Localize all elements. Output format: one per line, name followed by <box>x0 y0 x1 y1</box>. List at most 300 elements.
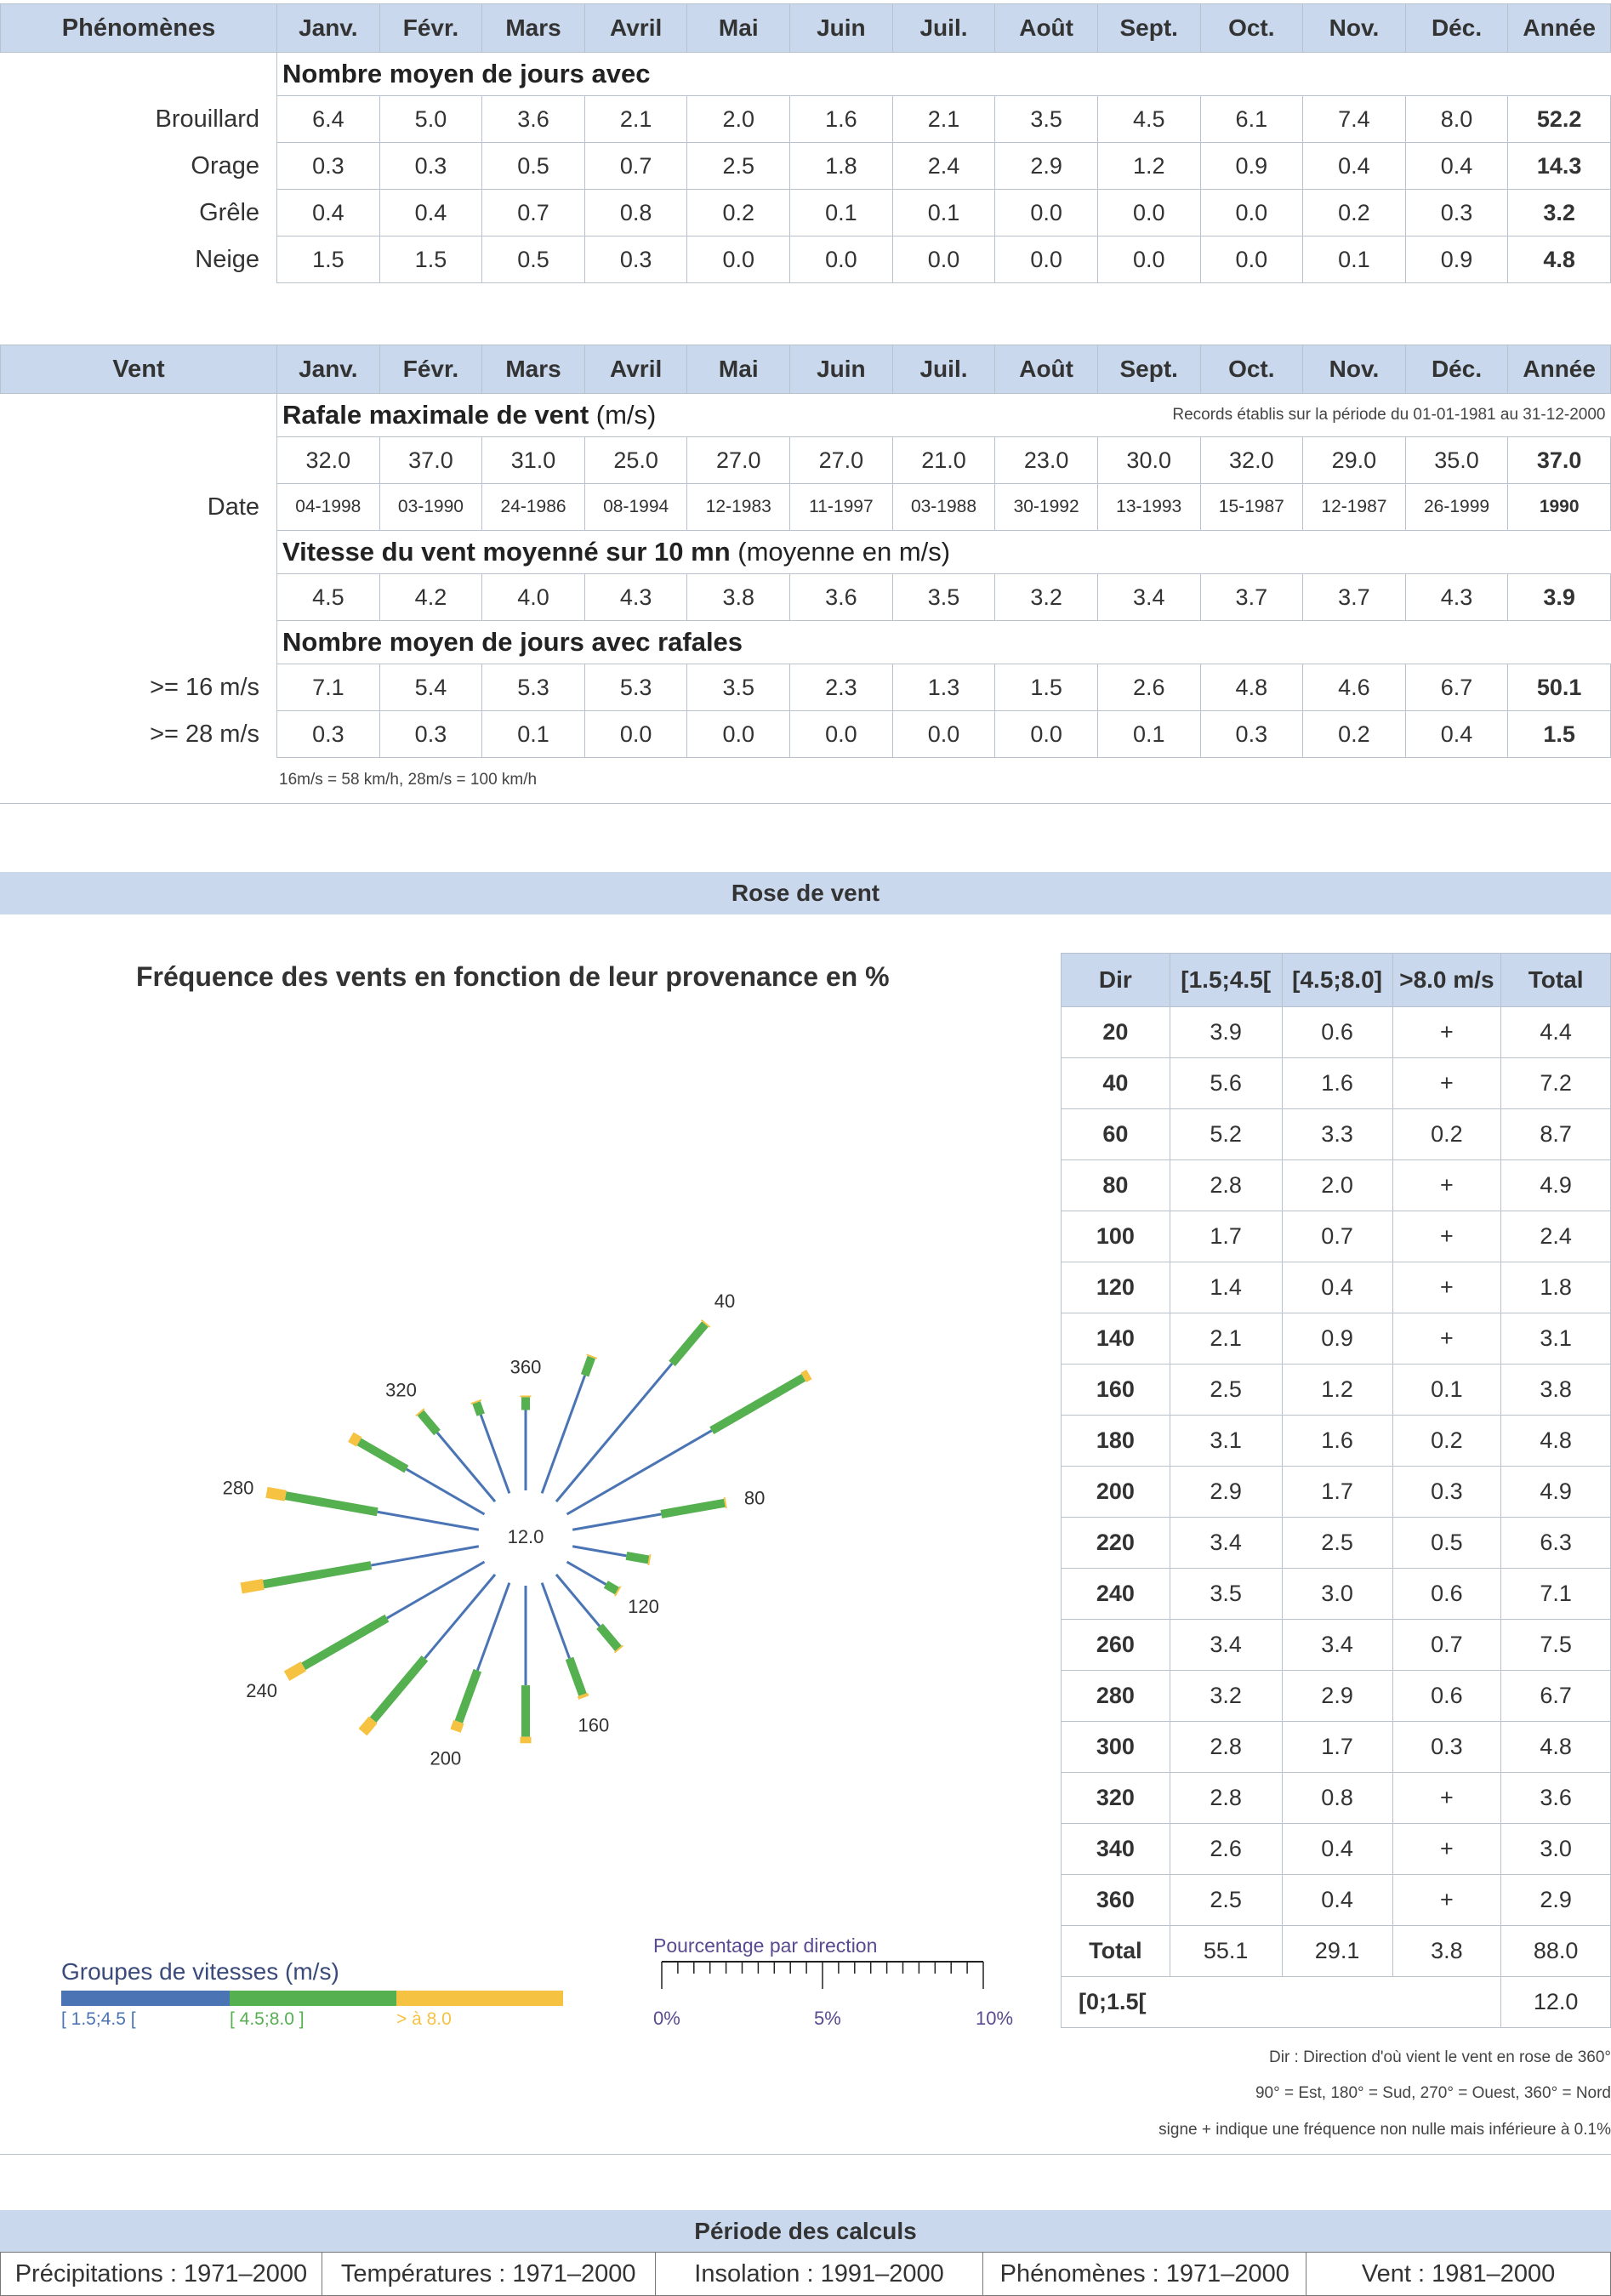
direction-value: 160 <box>1062 1364 1170 1416</box>
phenomene-value-cell: 0.4 <box>379 190 482 236</box>
phenomene-value-cell: 7.4 <box>1303 96 1406 143</box>
rafales-value-cell: 2.6 <box>1097 664 1200 711</box>
phenomene-value-cell: 1.6 <box>790 96 893 143</box>
legend-label-high: > à 8.0 <box>396 2009 452 2029</box>
frequency-value: 0.7 <box>1282 1211 1392 1262</box>
rose-segment-120-1 <box>606 1584 617 1591</box>
vitesse-value-cell: 3.8 <box>687 574 790 621</box>
rose-segment-160-1 <box>569 1658 583 1695</box>
conversion-note: 16m/s = 58 km/h, 28m/s = 100 km/h <box>279 771 538 789</box>
rafales-value-cell: 0.3 <box>379 711 482 758</box>
frequency-value: 3.0 <box>1501 1824 1611 1875</box>
rose-direction-label: 80 <box>743 1487 766 1509</box>
rafales-value-cell: 0.3 <box>277 711 380 758</box>
note-direction: Dir : Direction d'où vient le vent en rose de 360° <box>1269 2048 1611 2066</box>
vitesse-value-cell: 3.6 <box>790 574 893 621</box>
rose-segment-140-0 <box>556 1575 600 1627</box>
phenomene-value-cell: 0.0 <box>1097 190 1200 236</box>
direction-col-header: Dir <box>1062 954 1170 1007</box>
phenomene-value-cell: 0.4 <box>277 190 380 236</box>
vitesse-value-cell: 4.3 <box>1405 574 1508 621</box>
frequency-value: 2.1 <box>1170 1313 1282 1364</box>
rose-segment-20-1 <box>585 1358 592 1376</box>
rose-section-title: Rose de vent <box>0 872 1611 914</box>
phenomene-value-cell: 6.4 <box>277 96 380 143</box>
rafales-value-cell: 5.3 <box>584 664 687 711</box>
rose-segment-40-0 <box>556 1364 672 1501</box>
rose-direction-labels <box>223 1290 766 1769</box>
frequency-value: 3.4 <box>1282 1620 1392 1671</box>
vitesse-values-row <box>1 574 1611 621</box>
frequency-value: 1.7 <box>1282 1467 1392 1518</box>
rafales-row <box>1 711 1611 758</box>
rose-segment-340-1 <box>476 1403 481 1415</box>
phenomene-value-cell: 0.1 <box>790 190 893 236</box>
rafales-threshold-label: >= 16 m/s <box>150 673 260 701</box>
frequency-value: 0.1 <box>1392 1364 1501 1416</box>
phenomene-value-cell: 0.0 <box>995 190 1098 236</box>
calm-value: 12.0 <box>1501 1977 1611 2028</box>
frequency-value: 0.6 <box>1282 1007 1392 1058</box>
frequency-value: 3.9 <box>1170 1007 1282 1058</box>
direction-value: 260 <box>1062 1620 1170 1671</box>
direction-row <box>1062 1875 1611 1926</box>
month-header: Juil. <box>892 4 995 53</box>
rose-segment-340-0 <box>481 1415 509 1493</box>
month-header: Févr. <box>379 345 482 394</box>
frequency-value: 4.9 <box>1501 1467 1611 1518</box>
scale-label-10: 10% <box>976 2008 1014 2029</box>
rafale-date-cell: 03-1988 <box>892 484 995 531</box>
direction-row <box>1062 1824 1611 1875</box>
month-header: Juin <box>790 345 893 394</box>
phenomenes-table <box>0 3 1611 283</box>
direction-value: 80 <box>1062 1160 1170 1211</box>
phenomene-value-cell: 0.5 <box>482 236 585 283</box>
frequency-value: 8.7 <box>1501 1109 1611 1160</box>
chart-title: Fréquence des vents en fonction de leur provenance en % <box>136 961 890 992</box>
rose-segment-100-1 <box>626 1556 648 1560</box>
phenomene-value-cell: 0.9 <box>1200 143 1303 190</box>
phenomene-value-cell: 2.0 <box>687 96 790 143</box>
rose-segment-260-2 <box>242 1584 264 1588</box>
vitesse-title-row <box>1 531 1611 574</box>
phenomene-value-cell: 14.3 <box>1508 143 1611 190</box>
direction-row <box>1062 1773 1611 1824</box>
rose-segment-280-0 <box>378 1512 479 1530</box>
direction-table-header <box>1062 954 1611 1007</box>
frequency-value: 4.8 <box>1501 1416 1611 1467</box>
frequency-value: 1.6 <box>1282 1416 1392 1467</box>
direction-col-header: Total <box>1501 954 1611 1007</box>
frequency-value: 4.9 <box>1501 1160 1611 1211</box>
frequency-value: 0.9 <box>1282 1313 1392 1364</box>
frequency-value: 3.2 <box>1170 1671 1282 1722</box>
direction-value: 300 <box>1062 1722 1170 1773</box>
rafale-value-cell: 27.0 <box>687 437 790 484</box>
phenomene-value-cell: 0.2 <box>687 190 790 236</box>
frequency-value: 0.4 <box>1282 1262 1392 1313</box>
frequency-value: 0.4 <box>1282 1824 1392 1875</box>
phenomene-value-cell: 0.3 <box>379 143 482 190</box>
rafales-value-cell: 0.0 <box>995 711 1098 758</box>
rose-segment-200-2 <box>455 1722 458 1731</box>
rose-segment-220-0 <box>424 1575 495 1658</box>
frequency-value: 5.2 <box>1170 1109 1282 1160</box>
rose-segment-40-1 <box>672 1325 705 1364</box>
phenomene-value-cell: 0.1 <box>1303 236 1406 283</box>
frequency-value: 2.8 <box>1170 1160 1282 1211</box>
direction-value: 40 <box>1062 1058 1170 1109</box>
frequency-value: + <box>1392 1824 1501 1875</box>
rose-segment-60-0 <box>566 1431 711 1514</box>
rafale-values-row <box>1 437 1611 484</box>
rafale-value-cell: 37.0 <box>1508 437 1611 484</box>
direction-row <box>1062 1058 1611 1109</box>
direction-value: 200 <box>1062 1467 1170 1518</box>
rafale-value-cell: 23.0 <box>995 437 1098 484</box>
frequency-value: 3.8 <box>1501 1364 1611 1416</box>
rafale-value-cell: 27.0 <box>790 437 893 484</box>
percentage-scale <box>660 1960 993 2003</box>
total-cell: Total <box>1062 1926 1170 1977</box>
direction-row <box>1062 1620 1611 1671</box>
frequency-value: 3.1 <box>1501 1313 1611 1364</box>
frequency-value: 2.5 <box>1282 1518 1392 1569</box>
month-header: Sept. <box>1097 345 1200 394</box>
frequency-value: 1.2 <box>1282 1364 1392 1416</box>
month-header: Janv. <box>277 4 380 53</box>
rafale-title: Rafale maximale de vent <box>282 400 589 430</box>
rafale-date-cell: 26-1999 <box>1405 484 1508 531</box>
phenomene-value-cell: 0.0 <box>1200 236 1303 283</box>
phenomenes-subtitle: Nombre moyen de jours avec <box>277 53 1611 96</box>
vitesse-value-cell: 3.7 <box>1200 574 1303 621</box>
direction-value: 360 <box>1062 1875 1170 1926</box>
direction-row <box>1062 1671 1611 1722</box>
rafales-value-cell: 1.3 <box>892 664 995 711</box>
month-header: Année <box>1508 4 1611 53</box>
frequency-value: 1.8 <box>1501 1262 1611 1313</box>
phenomene-value-cell: 2.9 <box>995 143 1098 190</box>
frequency-value: 2.5 <box>1170 1875 1282 1926</box>
rafale-unit: (m/s) <box>595 400 657 430</box>
rafale-date-cell: 04-1998 <box>277 484 380 531</box>
phenomene-value-cell: 4.5 <box>1097 96 1200 143</box>
rose-direction-label: 320 <box>385 1379 417 1401</box>
phenomene-value-cell: 0.0 <box>1097 236 1200 283</box>
phenomene-value-cell: 2.1 <box>892 96 995 143</box>
phenomene-value-cell: 2.5 <box>687 143 790 190</box>
frequency-value: 2.0 <box>1282 1160 1392 1211</box>
rafale-date-cell: 12-1983 <box>687 484 790 531</box>
periode-title: Période des calculs <box>0 2210 1611 2253</box>
frequency-value: + <box>1392 1007 1501 1058</box>
frequency-value: 3.1 <box>1170 1416 1282 1467</box>
direction-value: 120 <box>1062 1262 1170 1313</box>
direction-row <box>1062 1211 1611 1262</box>
phenomene-value-cell: 0.8 <box>584 190 687 236</box>
frequency-value: + <box>1392 1211 1501 1262</box>
rafales-value-cell: 1.5 <box>995 664 1098 711</box>
rose-segment-300-2 <box>350 1437 359 1442</box>
frequency-value: 4.4 <box>1501 1007 1611 1058</box>
periode-item: Précipitations : 1971–2000 <box>1 2253 322 2296</box>
phenomenes-subtitle-row <box>1 53 1611 96</box>
rose-segment-240-1 <box>304 1618 387 1666</box>
frequency-value: + <box>1392 1262 1501 1313</box>
rose-segment-20-2 <box>591 1356 592 1358</box>
frequency-value: 2.9 <box>1501 1875 1611 1926</box>
frequency-value: 0.4 <box>1282 1875 1392 1926</box>
vitesse-value-cell: 3.7 <box>1303 574 1406 621</box>
phenomene-row <box>1 236 1611 283</box>
frequency-value: 4.8 <box>1501 1722 1611 1773</box>
rose-segment-260-0 <box>371 1547 479 1565</box>
month-header: Mars <box>482 345 585 394</box>
periode-table <box>0 2252 1611 2296</box>
periode-item: Vent : 1981–2000 <box>1306 2253 1611 2296</box>
phenomene-value-cell: 2.1 <box>584 96 687 143</box>
direction-col-header: [1.5;4.5[ <box>1170 954 1282 1007</box>
month-header: Juin <box>790 4 893 53</box>
phenomene-value-cell: 0.7 <box>482 190 585 236</box>
date-label: Date <box>207 493 260 521</box>
rafales-value-cell: 7.1 <box>277 664 380 711</box>
phenomene-value-cell: 52.2 <box>1508 96 1611 143</box>
month-header: Oct. <box>1200 4 1303 53</box>
vitesse-value-cell: 3.9 <box>1508 574 1611 621</box>
frequency-value: 0.2 <box>1392 1109 1501 1160</box>
vitesse-value-cell: 4.2 <box>379 574 482 621</box>
rafale-date-cell: 11-1997 <box>790 484 893 531</box>
vitesse-value-cell: 3.2 <box>995 574 1098 621</box>
vitesse-value-cell: 4.0 <box>482 574 585 621</box>
frequency-value: + <box>1392 1058 1501 1109</box>
rafales-value-cell: 0.0 <box>790 711 893 758</box>
phenomene-label: Orage <box>191 151 260 179</box>
rose-segment-120-0 <box>566 1562 606 1584</box>
phenomene-value-cell: 0.0 <box>687 236 790 283</box>
note-cardinal: 90° = Est, 180° = Sud, 270° = Ouest, 360° = Nord <box>1255 2084 1611 2102</box>
frequency-value: 7.1 <box>1501 1569 1611 1620</box>
rafales-value-cell: 0.1 <box>482 711 585 758</box>
month-header: Août <box>995 4 1098 53</box>
rafales-value-cell: 2.3 <box>790 664 893 711</box>
rose-segment-200-1 <box>458 1671 477 1722</box>
vent-header-row <box>1 345 1611 394</box>
frequency-value: 3.4 <box>1170 1518 1282 1569</box>
month-header: Déc. <box>1405 4 1508 53</box>
rafale-value-cell: 32.0 <box>1200 437 1303 484</box>
rose-segment-60-2 <box>804 1375 810 1378</box>
phenomene-value-cell: 2.4 <box>892 143 995 190</box>
phenomene-value-cell: 3.5 <box>995 96 1098 143</box>
rose-direction-label: 40 <box>714 1290 736 1313</box>
month-header: Mai <box>687 4 790 53</box>
scale-title: Pourcentage par direction <box>653 1934 878 1957</box>
direction-row <box>1062 1109 1611 1160</box>
rose-segment-40-2 <box>705 1323 706 1324</box>
rafale-date-cell: 12-1987 <box>1303 484 1406 531</box>
rafales-value-cell: 0.0 <box>687 711 790 758</box>
frequency-value: 6.7 <box>1501 1671 1611 1722</box>
rafales-value-cell: 4.8 <box>1200 664 1303 711</box>
phenomene-value-cell: 1.8 <box>790 143 893 190</box>
phenomene-value-cell: 0.3 <box>277 143 380 190</box>
rafale-date-cell: 15-1987 <box>1200 484 1303 531</box>
total-cell: 3.8 <box>1392 1926 1501 1977</box>
periode-item: Phénomènes : 1971–2000 <box>983 2253 1306 2296</box>
phenomene-value-cell: 8.0 <box>1405 96 1508 143</box>
rafales-value-cell: 0.3 <box>1200 711 1303 758</box>
rafale-date-cell: 13-1993 <box>1097 484 1200 531</box>
direction-row <box>1062 1569 1611 1620</box>
vent-header: Vent <box>1 345 277 394</box>
direction-row <box>1062 1467 1611 1518</box>
direction-value: 180 <box>1062 1416 1170 1467</box>
frequency-value: 2.9 <box>1282 1671 1392 1722</box>
rose-direction-label: 200 <box>430 1747 462 1769</box>
rafales-value-cell: 50.1 <box>1508 664 1611 711</box>
rose-segment-320-2 <box>419 1411 420 1412</box>
rose-direction-label: 120 <box>628 1595 659 1617</box>
frequency-value: 3.3 <box>1282 1109 1392 1160</box>
rafales-value-cell: 0.4 <box>1405 711 1508 758</box>
rose-divider <box>0 2154 1611 2155</box>
month-header: Mai <box>687 345 790 394</box>
vent-table <box>0 345 1611 758</box>
phenomene-value-cell: 1.5 <box>277 236 380 283</box>
rose-segment-260-1 <box>264 1565 372 1584</box>
legend-swatch-high <box>396 1991 563 2006</box>
rose-segment-300-1 <box>359 1442 407 1469</box>
rafales-row <box>1 664 1611 711</box>
phenomene-label: Neige <box>195 245 260 273</box>
frequency-value: 7.2 <box>1501 1058 1611 1109</box>
rafale-date-cell: 08-1994 <box>584 484 687 531</box>
phenomene-value-cell: 0.4 <box>1405 143 1508 190</box>
rafales-value-cell: 3.5 <box>687 664 790 711</box>
frequency-value: 0.7 <box>1392 1620 1501 1671</box>
direction-value: 60 <box>1062 1109 1170 1160</box>
phenomene-value-cell: 6.1 <box>1200 96 1303 143</box>
rafale-date-cell: 30-1992 <box>995 484 1098 531</box>
phenomene-value-cell: 5.0 <box>379 96 482 143</box>
frequency-value: 0.6 <box>1392 1569 1501 1620</box>
periode-item: Insolation : 1991–2000 <box>655 2253 983 2296</box>
legend-label-mid: [ 4.5;8.0 ] <box>230 2009 305 2029</box>
vitesse-unit: (moyenne en m/s) <box>737 537 951 567</box>
scale-label-5: 5% <box>814 2008 841 2029</box>
frequency-value: 0.3 <box>1392 1722 1501 1773</box>
frequency-value: 0.8 <box>1282 1773 1392 1824</box>
vitesse-title: Vitesse du vent moyenné sur 10 mn <box>282 537 731 567</box>
rose-segment-340-2 <box>475 1401 476 1403</box>
month-header: Déc. <box>1405 345 1508 394</box>
rose-direction-label: 360 <box>509 1356 542 1378</box>
month-header: Oct. <box>1200 345 1303 394</box>
direction-row <box>1062 1722 1611 1773</box>
frequency-value: + <box>1392 1773 1501 1824</box>
rafale-value-cell: 35.0 <box>1405 437 1508 484</box>
direction-row <box>1062 1160 1611 1211</box>
legend-label-low: [ 1.5;4.5 [ <box>61 2009 136 2029</box>
periode-item: Températures : 1971–2000 <box>322 2253 655 2296</box>
rafale-value-cell: 29.0 <box>1303 437 1406 484</box>
phenomene-value-cell: 0.3 <box>1405 190 1508 236</box>
rafales-threshold-label: >= 28 m/s <box>150 720 260 748</box>
direction-row <box>1062 1518 1611 1569</box>
phenomene-value-cell: 0.5 <box>482 143 585 190</box>
frequency-value: + <box>1392 1313 1501 1364</box>
rafale-date-cell: 24-1986 <box>482 484 585 531</box>
rafale-value-cell: 30.0 <box>1097 437 1200 484</box>
rose-segment-60-1 <box>712 1377 804 1430</box>
rose-segment-280-1 <box>286 1496 378 1512</box>
rose-segment-320-1 <box>421 1413 437 1433</box>
rose-direction-label: 240 <box>246 1680 277 1702</box>
direction-table <box>1061 953 1611 2028</box>
direction-value: 320 <box>1062 1773 1170 1824</box>
rose-segment-240-0 <box>387 1562 485 1618</box>
frequency-value: 3.4 <box>1170 1620 1282 1671</box>
wind-rose-chart <box>170 1242 902 1837</box>
rafale-value-cell: 25.0 <box>584 437 687 484</box>
scale-label-0: 0% <box>653 2008 680 2029</box>
phenomene-row <box>1 190 1611 236</box>
phenomene-value-cell: 0.2 <box>1303 190 1406 236</box>
frequency-value: 2.6 <box>1170 1824 1282 1875</box>
rafales-value-cell: 4.6 <box>1303 664 1406 711</box>
month-header: Année <box>1508 345 1611 394</box>
direction-value: 20 <box>1062 1007 1170 1058</box>
month-header: Juil. <box>892 345 995 394</box>
rose-segment-200-0 <box>477 1583 509 1671</box>
vitesse-value-cell: 4.5 <box>277 574 380 621</box>
frequency-value: 2.4 <box>1501 1211 1611 1262</box>
calm-label: [0;1.5[ <box>1062 1977 1501 2028</box>
frequency-value: 6.3 <box>1501 1518 1611 1569</box>
direction-row <box>1062 1007 1611 1058</box>
month-header: Sept. <box>1097 4 1200 53</box>
direction-row <box>1062 1313 1611 1364</box>
rafale-value-cell: 31.0 <box>482 437 585 484</box>
records-note: Records établis sur la période du 01-01-1981 au 31-12-2000 <box>1172 406 1606 424</box>
periode-row <box>1 2253 1611 2296</box>
vent-divider <box>0 803 1611 804</box>
legend-title: Groupes de vitesses (m/s) <box>61 1958 339 1985</box>
rafales-value-cell: 6.7 <box>1405 664 1508 711</box>
rose-segment-80-0 <box>572 1514 661 1530</box>
legend-swatch-low <box>61 1991 230 2006</box>
rafale-value-cell: 32.0 <box>277 437 380 484</box>
frequency-value: 2.5 <box>1170 1364 1282 1416</box>
frequency-value: 0.2 <box>1392 1416 1501 1467</box>
phenomene-value-cell: 0.0 <box>995 236 1098 283</box>
rafale-title-row <box>1 394 1611 437</box>
legend-swatch-mid <box>230 1991 396 2006</box>
phenomene-value-cell: 0.3 <box>584 236 687 283</box>
rafales-value-cell: 0.1 <box>1097 711 1200 758</box>
direction-value: 280 <box>1062 1671 1170 1722</box>
phenomene-label: Grêle <box>199 198 260 226</box>
frequency-value: 2.8 <box>1170 1773 1282 1824</box>
phenomene-value-cell: 0.0 <box>1200 190 1303 236</box>
phenomene-value-cell: 0.9 <box>1405 236 1508 283</box>
direction-col-header: [4.5;8.0] <box>1282 954 1392 1007</box>
phenomene-value-cell: 0.7 <box>584 143 687 190</box>
